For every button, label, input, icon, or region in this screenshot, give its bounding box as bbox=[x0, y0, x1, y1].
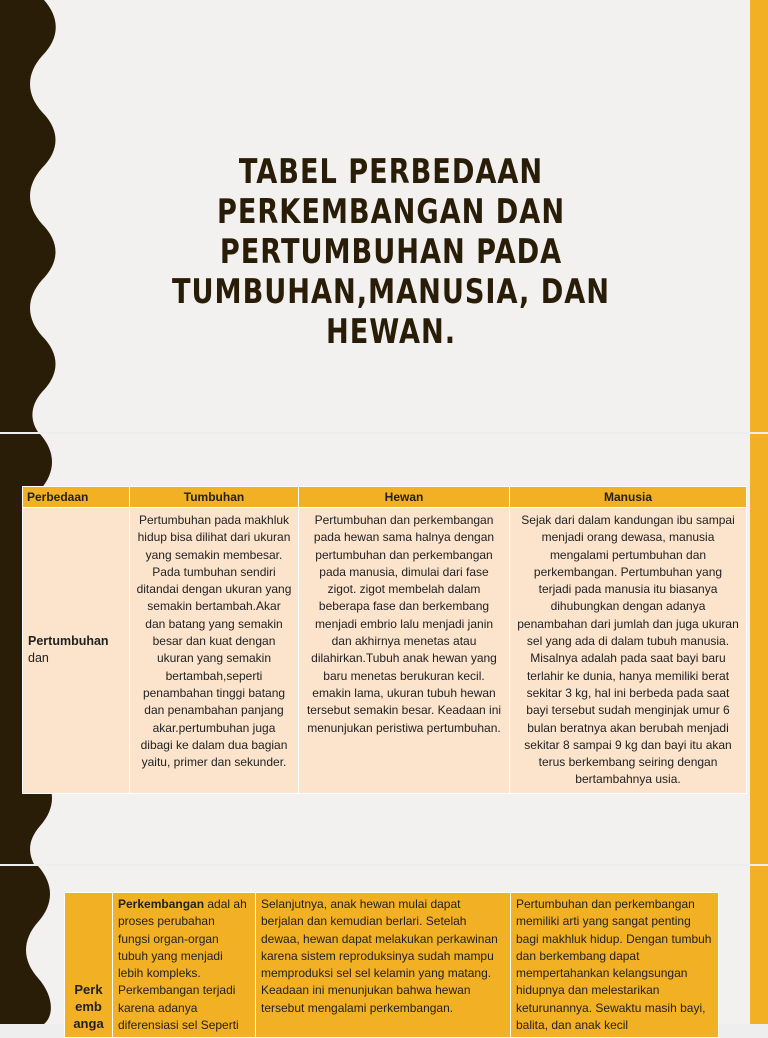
table-slide-1 bbox=[0, 434, 768, 864]
header-hewan: Hewan bbox=[299, 487, 510, 508]
cell-hewan: Selanjutnya, anak hewan mulai dapat berjalan dan kemudian berlari. Setelah dewaa, hewan dapat melakukan perkawinan karena sistem reproduksinya sudah mampu memproduksi sel sel kelamin yang matang. Keadaan ini menunjukan bahwa hewan tersebut mengalami perkembangan. bbox=[256, 893, 511, 1038]
row-label: Perk emb anga bbox=[65, 893, 113, 1038]
comparison-table-continued bbox=[64, 892, 719, 1038]
header-perbedaan: Perbedaan bbox=[23, 487, 130, 508]
row-label bbox=[23, 508, 130, 794]
title-slide bbox=[0, 0, 768, 432]
slide-title bbox=[131, 152, 651, 352]
header-tumbuhan: Tumbuhan bbox=[130, 487, 299, 508]
cell-manusia: Pertumbuhan dan perkembangan memiliki arti yang sangat penting bagi makhluk hidup. Dengan tumbuh dan berkembang dapat mempertahankan kelangsungan hidupnya dan melestarikan keturunannya. Sewaktu masih bayi, balita, dan anak kecil bbox=[511, 893, 719, 1038]
table-header-row bbox=[23, 487, 747, 508]
row-label-bold: Pertumbuhan bbox=[28, 634, 109, 649]
table-row bbox=[65, 893, 719, 1038]
comparison-table bbox=[22, 486, 747, 794]
wavy-border-left bbox=[0, 866, 60, 1024]
cell-tumbuhan-rest: adal ah proses perubahan fungsi organ-organ tubuh yang menjadi lebih kompleks. Perkembangan terjadi karena adanya diferensiasi sel Seperti bbox=[118, 897, 247, 1033]
cell-tumbuhan-bold: Perkembangan bbox=[118, 897, 205, 911]
cell-tumbuhan bbox=[113, 893, 256, 1038]
accent-bar-right bbox=[750, 0, 768, 432]
title-line-2: PERTUMBUHAN PADA bbox=[219, 232, 563, 272]
wavy-border-left bbox=[0, 0, 60, 432]
table-slide-2 bbox=[0, 866, 768, 1033]
row-label-rest: dan bbox=[28, 651, 49, 666]
cell-tumbuhan: Pertumbuhan pada makhluk hidup bisa dilihat dari ukuran yang semakin membesar. Pada tumbuhan sendiri ditandai dengan ukuran yang semakin bertambah.Akar dan batang yang semakin besar dan kuat dengan ukuran yang semakin bertambah,seperti penambahan tinggi batang dan penambahan panjang akar.pertumbuhan juga dibagi ke dalam dua bagian yaitu, primer dan sekunder. bbox=[130, 508, 299, 794]
cell-manusia: Sejak dari dalam kandungan ibu sampai menjadi orang dewasa, manusia mengalami pertumbuhan dan perkembangan. Pertumbuhan yang terjadi pada manusia itu biasanya dihubungkan dengan adanya penambahan dari jumlah dan juga ukuran sel yang ada di dalam tubuh manusia. Misalnya adalah pada saat bayi baru terlahir ke dunia, hanya memiliki berat sekitar 3 kg, hal ini berbeda pada saat bayi tersebut sudah menginjak umur 6 bulan beratnya akan berubah menjadi sekitar 8 sampai 9 kg dan bayi itu akan terus berkembang seiring dengan bertambahnya usia. bbox=[510, 508, 747, 794]
table-row bbox=[23, 508, 747, 794]
title-line-1: TABEL PERBEDAAN PERKEMBANGAN DAN bbox=[216, 152, 566, 232]
title-line-3: TUMBUHAN,MANUSIA, DAN HEWAN. bbox=[171, 272, 611, 352]
accent-bar-right bbox=[750, 866, 768, 1024]
accent-bar-right bbox=[750, 434, 768, 864]
header-manusia: Manusia bbox=[510, 487, 747, 508]
cell-hewan: Pertumbuhan dan perkembangan pada hewan sama halnya dengan pertumbuhan dan perkembangan pada manusia, dimulai dari fase zigot. zigot membelah dalam beberapa fase dan berkembang menjadi embrio lalu menjadi janin dan akhirnya menetas atau dilahirkan.Tubuh anak hewan yang baru menetas berukuran kecil. emakin lama, ukuran tubuh hewan tersebut semakin besar. Keadaan ini menunjukan peristiwa pertumbuhan. bbox=[299, 508, 510, 794]
